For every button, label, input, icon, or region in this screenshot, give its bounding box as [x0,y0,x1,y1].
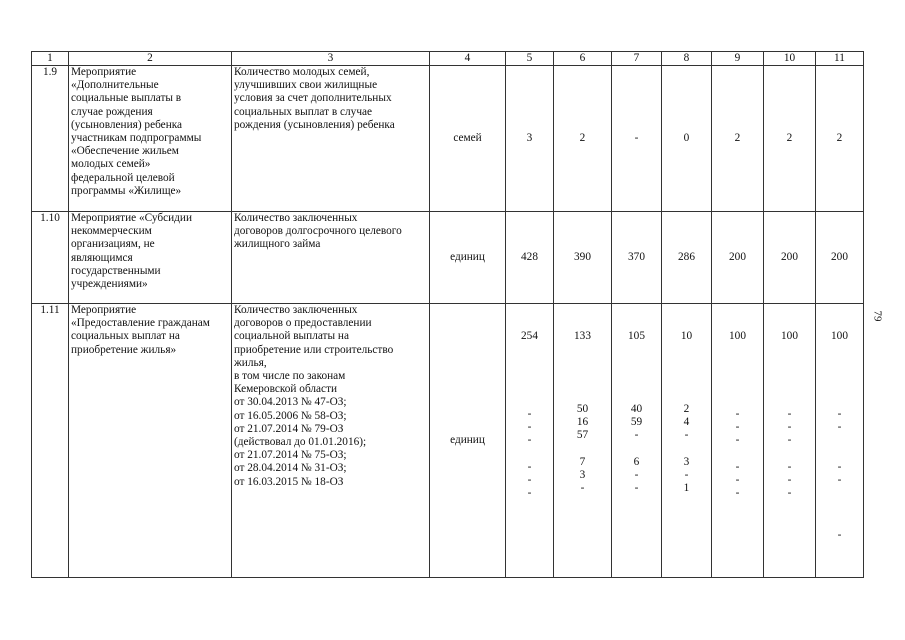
header-cell: 10 [764,52,816,66]
text-line: организациям, не [71,238,155,251]
law-values [766,408,813,500]
law-value: - [735,421,740,434]
text-line: «Обеспечение жильем [71,145,179,158]
law-value: - [787,421,792,434]
law-value: - [735,487,740,500]
text-line: Количество заключенных [234,212,358,224]
law-value: 4 [683,416,690,429]
law-value: 6 [633,455,640,468]
law-values [508,408,551,500]
event-cell [69,212,232,304]
text-line: «Дополнительные [71,79,159,92]
value-cell: - [612,66,662,212]
indicator-cell [232,212,430,304]
text-line: от 28.04.2014 № 31-ОЗ; [234,462,347,475]
header-cell: 8 [662,52,712,66]
law-value: - [787,474,792,487]
law-value: - [527,487,532,500]
law-value: 50 [576,403,589,415]
row-number: 1.10 [32,212,69,304]
law-value: 16 [576,416,589,429]
law-value: - [837,460,842,473]
law-value: - [787,460,792,473]
unit-cell: единиц [430,304,506,578]
text-line: (действовал до 01.01.2016); [234,436,367,449]
law-value: - [527,460,532,473]
text-line: социальных выплат в случае [234,105,373,118]
text-line: улучшивших свои жилищные [234,79,378,92]
total-value: 254 [521,330,538,342]
value-cell: 2 [816,66,864,212]
header-cell: 1 [32,52,69,66]
law-value: - [527,421,532,434]
value-cell: 370 [612,212,662,304]
text-line: социальные выплаты в [71,92,182,105]
value-column [554,304,612,578]
law-value: - [527,434,532,447]
law-value: - [735,474,740,487]
total-value: 100 [831,330,848,342]
law-values [614,403,659,495]
law-value: 57 [576,429,589,442]
value-cell: 200 [712,212,764,304]
table-row [32,212,864,304]
law-value: 3 [579,469,586,482]
header-cell: 7 [612,52,662,66]
value-cell: 2 [554,66,612,212]
row-number: 1.11 [32,304,69,578]
value-column [506,304,554,578]
law-value: - [837,421,842,434]
header-cell: 6 [554,52,612,66]
header-cell: 4 [430,52,506,66]
law-value: - [837,474,842,487]
text-line: от 16.05.2006 № 58-ОЗ; [234,409,347,422]
law-values [714,408,761,500]
law-value: - [634,429,639,442]
value-column [764,304,816,578]
unit-cell: семей [430,66,506,212]
value-cell: 390 [554,212,612,304]
law-value: - [837,408,842,420]
law-value: - [527,474,532,487]
text-line: федеральной целевой [71,171,175,184]
value-cell: 286 [662,212,712,304]
spacer [766,448,813,461]
spacer [818,434,861,447]
text-line: социальной выплаты на [234,330,349,343]
text-line: Количество заключенных [234,304,358,316]
spacer [714,448,761,461]
indicator-cell [232,66,430,212]
text-line: от 16.03.2015 № 18-ОЗ [234,475,344,488]
text-line: жилищного займа [234,238,321,251]
law-value: - [787,434,792,447]
page-number: 79 [871,310,884,322]
spacer [818,448,861,461]
text-line: от 21.07.2014 № 79-ОЗ [234,422,344,435]
text-line: учреждениями» [71,278,148,291]
law-value: - [634,482,639,495]
text-line: социальных выплат на [71,330,180,343]
value-cell: 0 [662,66,712,212]
text-line: молодых семей» [71,158,151,171]
text-line: приобретение жилья» [71,343,177,356]
law-value: - [735,460,740,473]
law-value: - [735,434,740,447]
text-line: в том числе по законам [234,370,346,383]
value-column [712,304,764,578]
value-cell: 2 [712,66,764,212]
law-value: 40 [630,403,643,415]
value-cell: 200 [816,212,864,304]
spacer [664,443,709,456]
event-cell [69,304,232,578]
value-column [662,304,712,578]
law-value: 59 [630,416,643,429]
text-line: условия за счет дополнительных [234,92,392,105]
text-line: от 30.04.2013 № 47-ОЗ; [234,396,347,409]
spacer [556,443,609,456]
value-cell: 200 [764,212,816,304]
value-cell: 428 [506,212,554,304]
law-values [818,408,861,487]
text-line: жилья, [234,356,267,369]
indicators-table [31,51,864,578]
text-line: являющимся [71,251,133,264]
text-line: случае рождения [71,105,153,118]
spacer [614,443,659,456]
text-line: рождения (усыновления) ребенка [234,118,395,131]
header-cell: 3 [232,52,430,66]
text-line: (усыновления) ребенка [71,118,183,131]
text-line: «Предоставление гражданам [71,317,210,330]
unit-cell: единиц [430,212,506,304]
total-value: 100 [781,330,798,342]
text-line: приобретение или строительство [234,343,394,356]
law-value: 7 [579,455,586,468]
law-values [664,403,709,495]
spacer [508,448,551,461]
law-value: - [787,408,792,420]
law-value: - [787,487,792,500]
table-row [32,66,864,212]
law-value: 1 [683,482,690,495]
law-value: - [580,482,585,495]
row-number: 1.9 [32,66,69,212]
total-value: 133 [574,330,591,342]
law-value: - [634,469,639,482]
total-value: 10 [680,330,693,342]
law-value: 2 [683,403,690,415]
text-line: договоров долгосрочного целевого [234,225,402,238]
total-value: 100 [729,330,746,342]
value-column [816,304,864,578]
law-value: - [684,469,689,482]
law-value: - [684,429,689,442]
header-cell: 9 [712,52,764,66]
indicator-cell [232,304,430,578]
value-cell: 3 [506,66,554,212]
extra-dash: - [837,529,842,541]
table-row [32,304,864,578]
text-line: программы «Жилище» [71,184,182,197]
text-line: участникам подпрограммы [71,132,202,145]
text-line: от 21.07.2014 № 75-ОЗ; [234,449,347,462]
text-line: государственными [71,264,161,277]
header-cell: 2 [69,52,232,66]
header-cell: 11 [816,52,864,66]
text-line: некоммерческим [71,225,152,238]
text-line: Количество молодых семей, [234,66,370,78]
text-line: Мероприятие «Субсидии [71,212,193,224]
text-line: Мероприятие [71,304,137,316]
text-line: Кемеровской области [234,383,338,396]
law-value: 3 [683,455,690,468]
value-column [612,304,662,578]
header-cell: 5 [506,52,554,66]
header-row [32,52,864,66]
text-line: Мероприятие [71,66,137,78]
value-cell: 2 [764,66,816,212]
total-value: 105 [628,330,645,342]
law-value: - [735,408,740,420]
event-cell [69,66,232,212]
law-values [556,403,609,495]
text-line: договоров о предоставлении [234,317,372,330]
law-value: - [527,408,532,420]
